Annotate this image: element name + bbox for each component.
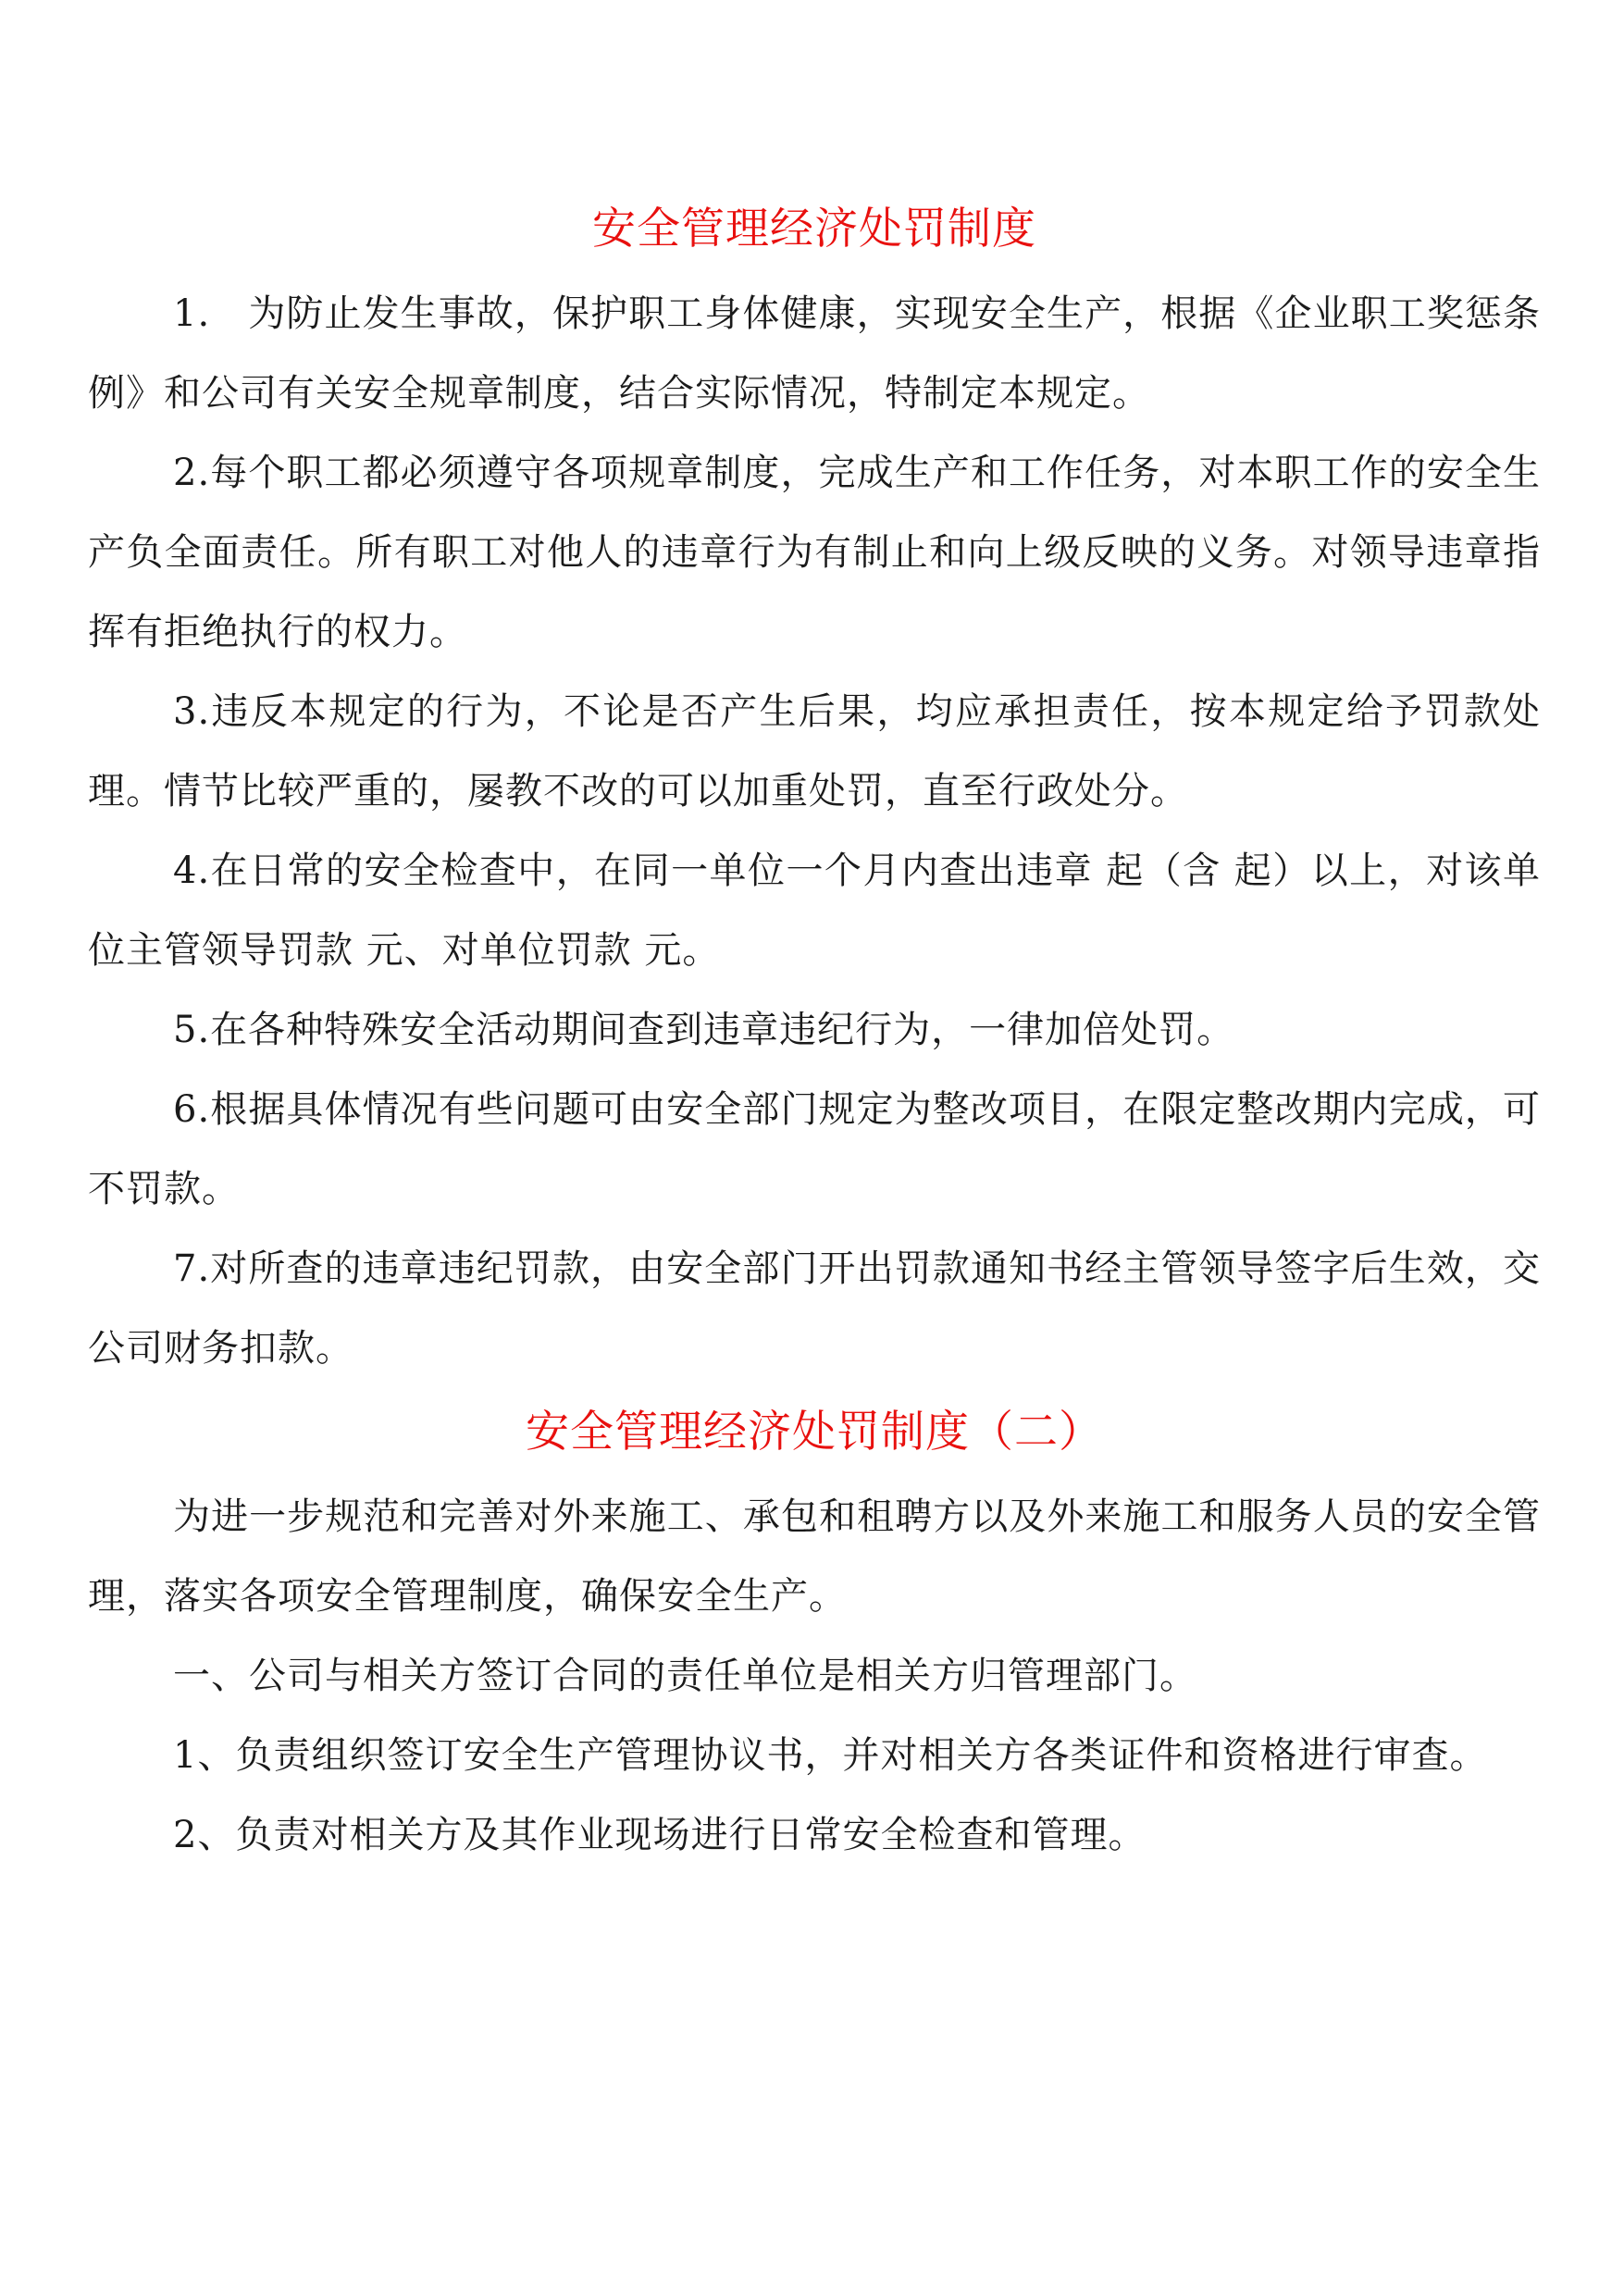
section-1 xyxy=(88,185,1541,1388)
section-2-title: 安全管理经济处罚制度（二） xyxy=(526,1407,1103,1458)
section-2-paragraph-1: 为进一步规范和完善对外来施工、承包和租聘方以及外来施工和服务人员的安全管理，落实各项安全管理制度，确保安全生产。 xyxy=(88,1495,1541,1618)
section-2-paragraph-4: 2、负责对相关方及其作业现场进行日常安全检查和管理。 xyxy=(173,1814,1147,1856)
section-1-paragraph-5: 5.在各种特殊安全活动期间查到违章违纪行为，一律加倍处罚。 xyxy=(173,1009,1235,1051)
section-2-paragraph-3: 1、负责组织签订安全生产管理协议书，并对相关方各类证件和资格进行审查。 xyxy=(173,1734,1488,1777)
section-1-title: 安全管理经济处罚制度 xyxy=(592,204,1036,254)
section-1-paragraph-2: 2.每个职工都必须遵守各项规章制度，完成生产和工作任务，对本职工作的安全生产负全面责任。所有职工对他人的违章行为有制止和向上级反映的义务。对领导违章指挥有拒绝执行的权力。 xyxy=(88,452,1541,653)
section-2-paragraph-2: 一、公司与相关方签订合同的责任单位是相关方归管理部门。 xyxy=(173,1655,1197,1697)
section-1-paragraph-3: 3.违反本规定的行为，不论是否产生后果，均应承担责任，按本规定给予罚款处理。情节比较严重的，屡教不改的可以加重处罚，直至行政处分。 xyxy=(88,690,1541,813)
section-1-paragraph-6: 6.根据具体情况有些问题可由安全部门规定为整改项目，在限定整改期内完成，可不罚款。 xyxy=(88,1088,1541,1210)
section-1-paragraph-7: 7.对所查的违章违纪罚款，由安全部门开出罚款通知书经主管领导签字后生效，交公司财务扣款。 xyxy=(88,1247,1541,1370)
section-1-paragraph-1: 1. 为防止发生事故，保护职工身体健康，实现安全生产，根据《企业职工奖惩条例》和公司有关安全规章制度，结合实际情况，特制定本规定。 xyxy=(88,292,1541,415)
section-1-paragraph-4: 4.在日常的安全检查中，在同一单位一个月内查出违章 起（含 起）以上，对该单位主管领导罚款 元、对单位罚款 元。 xyxy=(88,850,1541,972)
section-2 xyxy=(88,1388,1541,1875)
